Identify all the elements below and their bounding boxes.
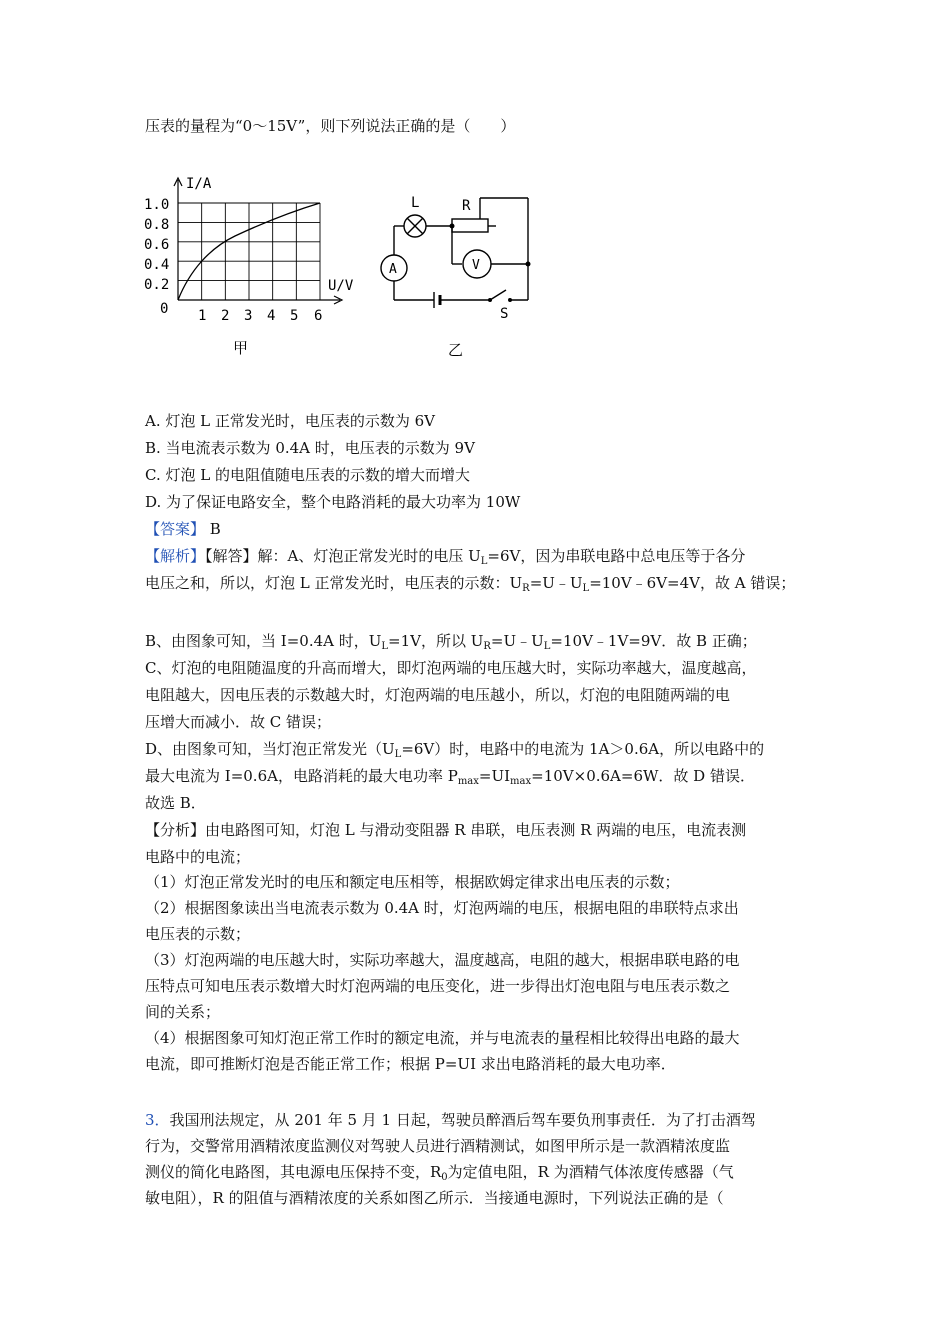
analysis-text: 【解答】解：A、灯泡正常发光时的电压 U — [205, 547, 481, 565]
analysis-line-6: 压增大而减小．故 C 错误； — [145, 713, 332, 731]
analysis-text: =10V×0.6A=6W．故 D 错误． — [531, 767, 755, 785]
y-tick-0.4: 0.4 — [144, 257, 170, 273]
analysis-text: =10V﹣1V=9V．故 B 正确； — [550, 632, 757, 650]
graph-xlabel: U/V — [328, 278, 354, 294]
analysis-line-8 — [145, 766, 755, 786]
subscript: max — [510, 776, 532, 787]
subscript: R — [522, 583, 530, 594]
analysis-line-13: （2）根据图象读出当电流表示数为 0.4A 时，灯泡两端的电压，根据电阻的串联特点求出 — [145, 899, 739, 917]
analysis-tag: 【解析】 — [145, 547, 206, 565]
y-tick-0.8: 0.8 — [144, 217, 170, 233]
q3-line-3 — [145, 1162, 734, 1182]
x-tick-6: 6 — [314, 308, 323, 324]
x-tick-2: 2 — [221, 308, 230, 324]
option-b: B. 当电流表示数为 0.4A 时，电压表的示数为 9V — [145, 439, 475, 457]
x-tick-1: 1 — [198, 308, 207, 324]
analysis-line-18: （4）根据图象可知灯泡正常工作时的额定电流，并与电流表的量程相比较得出电路的最大 — [145, 1029, 740, 1047]
analysis-text: 最大电流为 I=0.6A，电路消耗的最大电功率 P — [145, 767, 458, 785]
voltmeter-label: V — [472, 258, 480, 273]
subscript: L — [394, 749, 402, 760]
q3-line-1 — [145, 1110, 756, 1130]
analysis-line-12: （1）灯泡正常发光时的电压和额定电压相等，根据欧姆定律求出电压表的示数； — [145, 873, 680, 891]
subscript: L — [480, 556, 488, 567]
analysis-text: =U﹣U — [529, 574, 583, 592]
option-d: D. 为了保证电路安全，整个电路消耗的最大功率为 10W — [145, 493, 521, 511]
subscript: max — [457, 776, 479, 787]
option-a: A. 灯泡 L 正常发光时，电压表的示数为 6V — [145, 412, 436, 430]
iv-graph-figure — [140, 170, 365, 360]
x-tick-3: 3 — [244, 308, 253, 324]
y-tick-0.2: 0.2 — [144, 277, 170, 293]
subscript: R — [483, 641, 491, 652]
option-c: C. 灯泡 L 的电阻值随电压表的示数的增大而增大 — [145, 466, 470, 484]
q3-line-2: 行为，交警常用酒精浓度监测仪对驾驶人员进行酒精测试，如图甲所示是一款酒精浓度监 — [145, 1137, 731, 1155]
graph-caption: 甲 — [233, 339, 249, 357]
circuit-figure — [370, 180, 545, 360]
graph-ylabel: I/A — [186, 176, 212, 192]
q3-text: 我国刑法规定，从 201 年 5 月 1 日起，驾驶员醉酒后驾车要负刑事责任．为了打击酒驾 — [169, 1111, 756, 1129]
analysis-text: =U﹣U — [490, 632, 544, 650]
x-tick-4: 4 — [267, 308, 276, 324]
subscript: L — [582, 583, 590, 594]
analysis-line-14: 电压表的示数； — [145, 925, 251, 943]
answer-value: B — [209, 520, 221, 538]
analysis-line-15: （3）灯泡两端的电压越大时，实际功率越大，温度越高，电阻的越大，根据串联电路的电 — [145, 951, 740, 969]
analysis-line-1 — [145, 546, 745, 566]
q3-text: 测仪的简化电路图，其电源电压保持不变，R — [145, 1163, 442, 1181]
analysis-line-4: C、灯泡的电阻随温度的升高而增大，即灯泡两端的电压越大时，实际功率越大，温度越高， — [145, 659, 757, 677]
circuit-caption: 乙 — [448, 341, 464, 359]
analysis-text: D、由图象可知，当灯泡正常发光（U — [145, 740, 395, 758]
analysis-line-10: 【分析】由电路图可知，灯泡 L 与滑动变阻器 R 串联，电压表测 R 两端的电压，电流表测 — [145, 821, 747, 839]
analysis-line-7 — [145, 739, 764, 759]
question-intro: 压表的量程为“0～15V”，则下列说法正确的是（ ） — [145, 117, 516, 135]
switch-label: S — [500, 306, 509, 322]
analysis-line-5: 电阻越大，因电压表的示数越大时，灯泡两端的电压越小，所以，灯泡的电阻随两端的电 — [145, 686, 731, 704]
analysis-line-19: 电流，即可推断灯泡是否能正常工作；根据 P=UI 求出电路消耗的最大电功率． — [145, 1055, 676, 1073]
analysis-text: 电压之和，所以，灯泡 L 正常发光时，电压表的示数：U — [145, 574, 523, 592]
answer-tag: 【答案】 — [145, 520, 206, 538]
subscript: 0 — [441, 1172, 448, 1183]
analysis-text: =6V，因为串联电路中总电压等于各分 — [487, 547, 746, 565]
analysis-text: B、由图象可知，当 I=0.4A 时，U — [145, 632, 382, 650]
analysis-line-3 — [145, 631, 757, 651]
subscript: L — [543, 641, 551, 652]
subscript: L — [381, 641, 389, 652]
analysis-text: =1V，所以 U — [388, 632, 484, 650]
circuit-label-L: L — [411, 195, 420, 211]
x-tick-5: 5 — [290, 308, 299, 324]
analysis-text: =UI — [478, 767, 511, 785]
graph-origin: 0 — [160, 301, 169, 317]
analysis-line-11: 电路中的电流； — [145, 848, 251, 866]
analysis-text: =10V﹣6V=4V，故 A 错误； — [589, 574, 796, 592]
analysis-line-16: 压特点可知电压表示数增大时灯泡两端的电压变化，进一步得出灯泡电阻与电压表示数之 — [145, 977, 731, 995]
analysis-line-17: 间的关系； — [145, 1003, 221, 1021]
q3-text: 为定值电阻，R 为酒精气体浓度传感器（气 — [447, 1163, 734, 1181]
analysis-line-2 — [145, 573, 795, 593]
analysis-text: =6V）时，电路中的电流为 1A＞0.6A，所以电路中的 — [401, 740, 765, 758]
q3-number: 3． — [145, 1111, 170, 1129]
answer-line — [145, 519, 221, 539]
circuit-label-R: R — [462, 198, 471, 214]
y-tick-1.0: 1.0 — [144, 197, 170, 213]
y-tick-0.6: 0.6 — [144, 237, 170, 253]
analysis-line-9: 故选 B． — [145, 794, 206, 812]
ammeter-label: A — [389, 262, 397, 277]
q3-line-4: 敏电阻），R 的阻值与酒精浓度的关系如图乙所示．当接通电源时，下列说法正确的是（ — [145, 1189, 724, 1207]
